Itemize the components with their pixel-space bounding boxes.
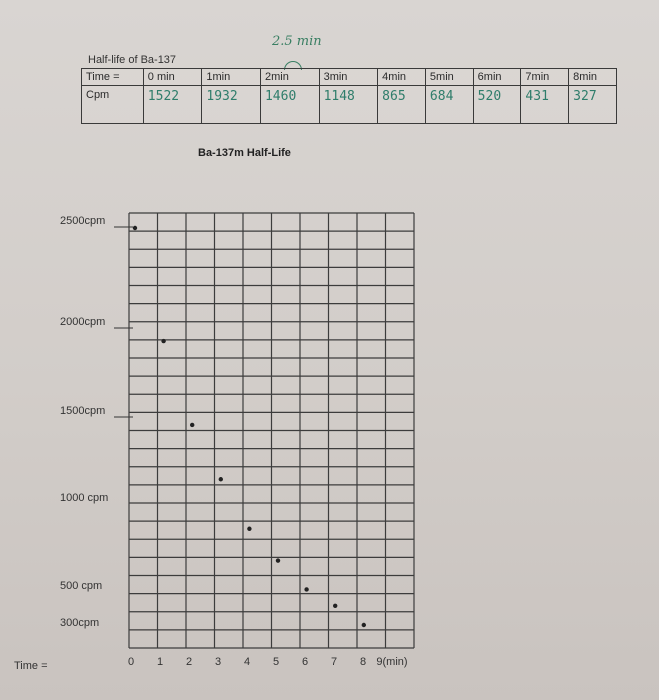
x-tick-label: 4 [243, 656, 251, 668]
x-tick-label: 8 [359, 656, 367, 668]
chart-grid [129, 213, 414, 648]
time-cell: 4min [378, 69, 426, 86]
x-tick-label: 3 [214, 656, 222, 668]
y-tick-label: 500 cpm [60, 580, 103, 592]
y-tick-label: 1500cpm [60, 405, 106, 417]
data-point [133, 226, 137, 230]
data-point [247, 527, 251, 531]
chart-ticks [60, 215, 408, 668]
data-point [161, 339, 165, 343]
header-label: Time = [82, 69, 144, 86]
cpm-cell: 1148 [319, 86, 378, 124]
y-tick-label: 2500cpm [60, 215, 106, 227]
cpm-cell: 431 [521, 86, 569, 124]
data-point [276, 558, 280, 562]
x-tick-label: 6 [301, 656, 309, 668]
cpm-cell: 520 [473, 86, 521, 124]
x-axis-label: Time = [14, 660, 48, 672]
handwritten-note: 2.5 min [272, 34, 322, 49]
x-tick-label: 1 [156, 656, 164, 668]
time-cell: 7min [521, 69, 569, 86]
chart-title: Ba-137m Half-Life [198, 147, 291, 159]
cpm-cell: 327 [569, 86, 617, 124]
data-point [304, 587, 308, 591]
time-cell: 2min [260, 69, 319, 86]
y-tick-label: 1000 cpm [60, 492, 109, 504]
time-cell: 3min [319, 69, 378, 86]
x-tick-label: 2 [185, 656, 193, 668]
data-point [219, 477, 223, 481]
cpm-cell: 1522 [143, 86, 202, 124]
x-tick-label: 5 [272, 656, 280, 668]
x-tick-label: 7 [330, 656, 338, 668]
time-cell: 6min [473, 69, 521, 86]
time-cell: 5min [425, 69, 473, 86]
cpm-cell: 684 [425, 86, 473, 124]
cpm-cell: 1460 [260, 86, 319, 124]
cpm-cell: 865 [378, 86, 426, 124]
data-point [190, 423, 194, 427]
data-point [362, 623, 366, 627]
time-cell: 0 min [143, 69, 202, 86]
time-cell: 1min [202, 69, 261, 86]
x-tick-label: 0 [127, 656, 135, 668]
cpm-cell: 1932 [202, 86, 261, 124]
table-caption: Half-life of Ba-137 [88, 54, 177, 66]
row-label: Cpm [82, 86, 144, 124]
x-tick-label: 9(min) [376, 656, 408, 668]
time-cell: 8min [569, 69, 617, 86]
data-point [333, 604, 337, 608]
y-tick-label: 300cpm [60, 617, 100, 629]
y-tick-label: 2000cpm [60, 316, 106, 328]
